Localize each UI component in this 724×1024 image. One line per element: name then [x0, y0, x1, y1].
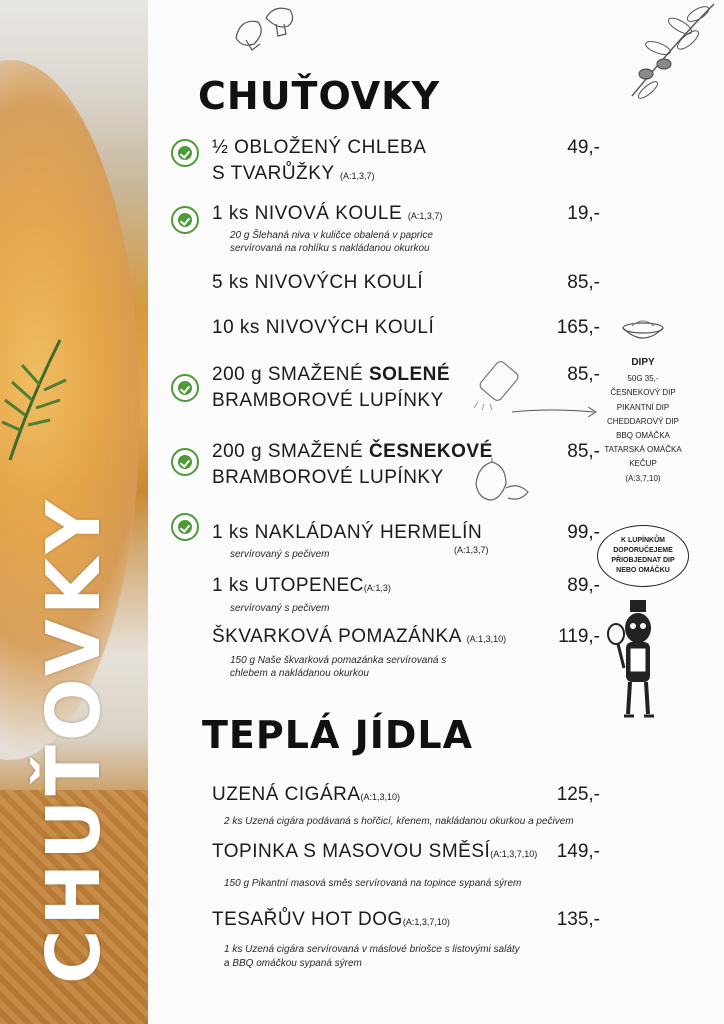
dipy-item: BBQ OMÁČKA	[616, 431, 670, 441]
dipy-item: KEČUP	[629, 459, 657, 469]
item-allergens: (A:1,3,7)	[339, 171, 375, 181]
item-name-line2: BRAMBOROVÉ LUPÍNKY	[212, 390, 444, 411]
olive-branch-icon	[618, 0, 718, 104]
item-price: 85,-	[567, 364, 600, 385]
dipy-item: PIKANTNÍ DIP	[616, 402, 670, 412]
dipy-item: ČESNEKOVÝ DIP	[610, 388, 676, 398]
item-allergens: (A:1,3,10)	[360, 792, 401, 802]
item-description: servírovaný s pečivem	[230, 603, 330, 614]
dipy-title: DIPY	[631, 357, 655, 368]
section-title-chutovky: CHUŤOVKY	[198, 74, 441, 118]
item-price: 119,-	[558, 626, 600, 647]
sidebar-photo	[0, 0, 148, 1024]
item-name-line2: BRAMBOROVÉ LUPÍNKY	[212, 467, 444, 488]
item-price: 149,-	[556, 841, 600, 862]
item-name: 200 g SMAŽENÉ SOLENÉ	[212, 364, 451, 385]
item-name: ŠKVARKOVÁ POMAZÁNKA (A:1,3,10)	[212, 626, 507, 647]
item-price: 165,-	[556, 317, 600, 338]
item-description: chlebem a nakládanou okurkou	[230, 668, 369, 679]
bubble-line: K LUPÍNKŮM	[621, 537, 665, 544]
dipy-item: TATARSKÁ OMÁČKA	[604, 445, 682, 455]
dip-bowl-icon	[620, 316, 666, 346]
vegetarian-badge-icon	[171, 206, 199, 234]
item-name: 1 ks UTOPENEC(A:1,3)	[212, 575, 391, 596]
item-price: 19,-	[567, 203, 600, 224]
vegetarian-badge-icon	[171, 139, 199, 167]
dipy-item: CHEDDAROVÝ DIP	[606, 416, 679, 426]
item-allergens: (A:1,3,7)	[454, 545, 489, 555]
item-price: 49,-	[567, 137, 600, 158]
item-allergens: (A:1,3,10)	[466, 634, 507, 644]
item-name: 1 ks NIVOVÁ KOULE (A:1,3,7)	[212, 203, 443, 224]
item-price: 85,-	[567, 441, 600, 462]
mushroom-icon	[232, 4, 298, 54]
item-allergens: (A:1,3,7,10)	[490, 849, 538, 859]
sidebar-title: CHUŤOVKY	[31, 496, 117, 984]
dipy-box	[598, 356, 688, 486]
item-name: 200 g SMAŽENÉ ČESNEKOVÉ	[212, 441, 493, 462]
item-description: servírovaný s pečivem	[230, 549, 330, 560]
speech-bubble	[597, 525, 689, 587]
section-title-tepla-jidla: TEPLÁ JÍDLA	[202, 713, 474, 757]
rosemary-icon	[0, 330, 70, 470]
item-description: 150 g Naše škvarková pomazánka servírovaná s	[230, 655, 447, 666]
dipy-price: 50G 35,-	[627, 374, 659, 384]
item-price: 125,-	[556, 784, 600, 805]
item-name: UZENÁ CIGÁRA(A:1,3,10)	[212, 784, 401, 805]
bubble-line: PŘIOBJEDNAT DIP	[611, 557, 675, 564]
vegetarian-badge-icon	[171, 448, 199, 476]
garlic-icon	[470, 458, 532, 504]
vegetarian-badge-icon	[171, 513, 199, 541]
chef-mascot-icon	[604, 598, 666, 724]
item-name: 1 ks NAKLÁDANÝ HERMELÍN	[212, 522, 483, 543]
item-name-line2: S TVARŮŽKY (A:1,3,7)	[212, 163, 375, 184]
item-name: ½ OBLOŽENÝ CHLEBA	[212, 137, 427, 158]
item-name: 5 ks NIVOVÝCH KOULÍ	[212, 272, 424, 293]
item-description: servírovaná na rohlíku s nakládanou okurkou	[230, 243, 430, 254]
bubble-line: NEBO OMÁČKU	[616, 567, 670, 574]
item-name: TESAŘŮV HOT DOG(A:1,3,7,10)	[212, 909, 450, 930]
item-description: a BBQ omáčkou sypaná sýrem	[224, 958, 362, 969]
item-description: 20 g Šlehaná niva v kuličce obalená v paprice	[230, 230, 433, 241]
item-description: 1 ks Uzená cigára servírovaná v máslové briošce s listovými saláty	[224, 944, 520, 955]
item-allergens: (A:1,3,7)	[407, 211, 443, 221]
item-description: 150 g Pikantní masová směs servírovaná na topince sypaná sýrem	[224, 878, 522, 889]
dipy-allergens: (A:3,7,10)	[625, 473, 661, 483]
item-price: 99,-	[567, 522, 600, 543]
arrow-icon	[510, 404, 600, 420]
item-price: 85,-	[567, 272, 600, 293]
item-price: 135,-	[556, 909, 600, 930]
vegetarian-badge-icon	[171, 374, 199, 402]
item-name: TOPINKA S MASOVOU SMĚSÍ(A:1,3,7,10)	[212, 841, 538, 862]
item-allergens: (A:1,3,7,10)	[402, 917, 450, 927]
item-price: 89,-	[567, 575, 600, 596]
bubble-line: DOPORUČEJEME	[613, 547, 673, 554]
item-description: 2 ks Uzená cigára podávaná s hořčicí, křenem, nakládanou okurkou a pečivem	[224, 816, 574, 827]
item-allergens: (A:1,3)	[363, 583, 391, 593]
item-name: 10 ks NIVOVÝCH KOULÍ	[212, 317, 435, 338]
